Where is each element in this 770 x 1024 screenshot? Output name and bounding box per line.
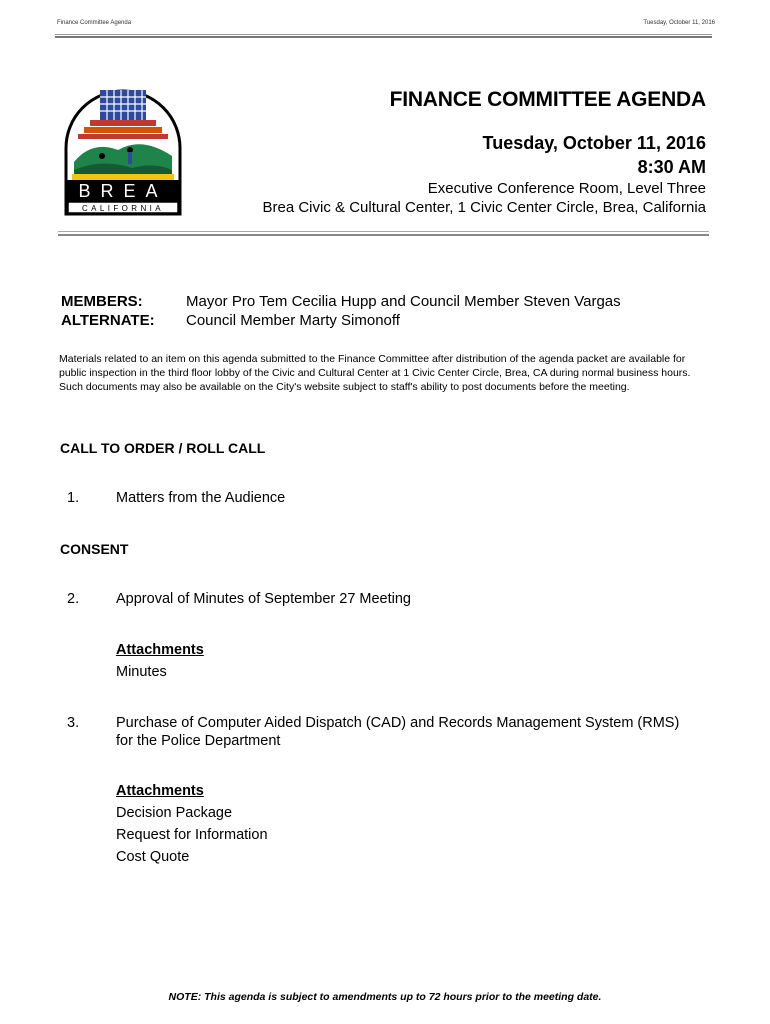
attachments-heading: Attachments — [116, 783, 204, 799]
item-number: 3. — [67, 715, 80, 731]
meeting-date: Tuesday, October 11, 2016 — [482, 133, 706, 153]
attachments-heading: Attachments — [116, 642, 204, 658]
page-title: FINANCE COMMITTEE AGENDA — [389, 88, 706, 111]
brea-city-logo — [62, 84, 184, 218]
item-title: Approval of Minutes of September 27 Meeting — [116, 591, 411, 607]
attachment-link[interactable]: Minutes — [116, 664, 167, 680]
logo-graphic — [62, 84, 184, 218]
footer-note: NOTE: This agenda is subject to amendments up to 72 hours prior to the meeting date. — [168, 991, 602, 1003]
running-header-left: Finance Committee Agenda — [57, 20, 132, 26]
item-number: 1. — [67, 490, 80, 506]
attachment-link[interactable]: Request for Information — [116, 827, 268, 843]
logo-state-text: CALIFORNIA — [81, 204, 165, 213]
item-title: Purchase of Computer Aided Dispatch (CAD) and Records Management System (RMS) for the Police Department — [116, 715, 680, 749]
header-divider — [55, 34, 712, 38]
members-label: MEMBERS: — [61, 293, 143, 310]
alternate-label: ALTERNATE: — [61, 312, 155, 329]
running-header-right: Tuesday, October 11, 2016 — [643, 20, 715, 26]
logo-city-text: BREA — [78, 181, 168, 201]
item-number: 2. — [67, 591, 80, 607]
title-divider — [58, 231, 709, 236]
attachment-link[interactable]: Cost Quote — [116, 849, 190, 865]
section-call-to-order: CALL TO ORDER / ROLL CALL — [60, 440, 266, 456]
attachment-link[interactable]: Decision Package — [116, 805, 233, 821]
meeting-address: Brea Civic & Cultural Center, 1 Civic Center Circle, Brea, California — [262, 199, 706, 216]
section-consent: CONSENT — [60, 541, 129, 557]
meeting-time: 8:30 AM — [637, 157, 706, 177]
alternate-value: Council Member Marty Simonoff — [186, 312, 400, 329]
materials-note: Materials related to an item on this agenda submitted to the Finance Committee after distribution of the agenda packet are available for public inspection in the third floor lobby of the Civic and Cultural Center at 1 Civic Center Circle, Brea, CA during normal business hours. Such documents may also be available on the City's website subject to staff's ability to post documents before the meeting. — [59, 353, 691, 393]
members-value: Mayor Pro Tem Cecilia Hupp and Council Member Steven Vargas — [186, 293, 621, 310]
item-title: Matters from the Audience — [116, 490, 286, 506]
meeting-room: Executive Conference Room, Level Three — [427, 180, 706, 197]
